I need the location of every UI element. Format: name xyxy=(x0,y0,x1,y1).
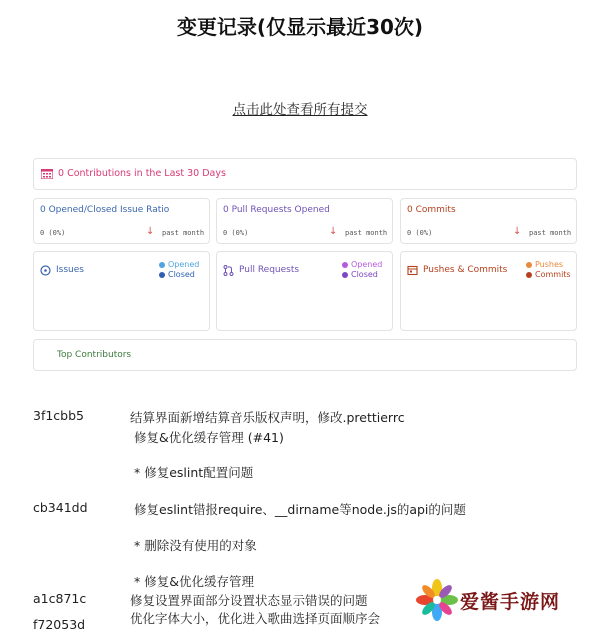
contributions-header xyxy=(33,158,577,190)
commit-message-line: 修复eslint错报require、__dirname等node.js的api的问题 xyxy=(134,502,466,517)
pull-requests-value: 0 (0%) xyxy=(223,229,249,237)
legend-opened: Opened xyxy=(351,260,383,269)
commit-message-line: 修复设置界面部分设置状态显示错误的问题 xyxy=(130,593,368,608)
view-all-commits-link[interactable]: 点击此处查看所有提交 xyxy=(232,102,368,118)
issue-ratio-title: 0 Opened/Closed Issue Ratio xyxy=(40,205,170,215)
legend-opened: Opened xyxy=(168,260,200,269)
pull-requests-title: 0 Pull Requests Opened xyxy=(223,205,330,215)
pull-requests-chart-card xyxy=(216,251,393,331)
commit-message-line: 结算界面新增结算音乐版权声明，修改.prettierrc xyxy=(130,410,405,425)
commits-card xyxy=(400,198,577,244)
legend-closed: Closed xyxy=(168,270,195,279)
pushes-commits-legend xyxy=(526,260,571,280)
issue-ratio-card xyxy=(33,198,210,244)
contributions-summary: 0 Contributions in the Last 30 Days xyxy=(58,168,226,179)
commit-message-line: * 修复eslint配置问题 xyxy=(134,465,254,480)
issue-ratio-period: past month xyxy=(162,229,205,237)
view-all-commits-link-wrapper xyxy=(0,98,600,118)
calendar-icon xyxy=(41,169,53,179)
down-arrow-icon: ↓ xyxy=(329,226,338,237)
commit-hash[interactable]: 3f1cbb5 xyxy=(33,408,85,423)
legend-dot xyxy=(159,262,165,268)
pull-requests-card xyxy=(216,198,393,244)
down-arrow-icon: ↓ xyxy=(513,226,522,237)
pull-requests-chart-title: Pull Requests xyxy=(239,265,300,275)
page-title: 变更记录(仅显示最近30次) xyxy=(176,15,424,39)
issues-legend xyxy=(159,260,199,280)
top-contributors-title: Top Contributors xyxy=(57,350,132,360)
pull-request-icon xyxy=(223,265,234,276)
pushes-commits-chart-card xyxy=(400,251,577,331)
legend-dot xyxy=(342,272,348,278)
commits-title: 0 Commits xyxy=(407,205,456,215)
legend-dot xyxy=(526,272,532,278)
site-watermark xyxy=(412,576,600,625)
commit-message-line: * 删除没有使用的对象 xyxy=(134,538,257,553)
commit-hash[interactable]: cb341dd xyxy=(33,500,88,515)
pushes-commits-title: Pushes & Commits xyxy=(423,265,508,275)
watermark-text: 爱酱手游网 xyxy=(460,591,561,613)
commits-period: past month xyxy=(529,229,572,237)
down-arrow-icon: ↓ xyxy=(146,226,155,237)
issues-title: Issues xyxy=(56,265,84,275)
pinwheel-logo-icon xyxy=(415,578,459,622)
commit-message-line: * 修复&优化缓存管理 xyxy=(134,574,254,589)
issue-ratio-value: 0 (0%) xyxy=(40,229,66,237)
legend-pushes: Pushes xyxy=(535,260,564,269)
commit-message-line: 优化字体大小，优化进入歌曲选择页面顺序会 xyxy=(130,611,381,626)
legend-closed: Closed xyxy=(351,270,378,279)
commits-value: 0 (0%) xyxy=(407,229,433,237)
legend-commits: Commits xyxy=(535,270,571,279)
top-contributors-panel xyxy=(33,339,577,371)
commit-message-line: 修复&优化缓存管理 (#41) xyxy=(134,430,284,445)
commit-hash[interactable]: a1c871c xyxy=(33,591,87,606)
issues-chart-card xyxy=(33,251,210,331)
pull-requests-period: past month xyxy=(345,229,388,237)
legend-dot xyxy=(526,262,532,268)
legend-dot xyxy=(159,272,165,278)
pull-requests-legend xyxy=(342,260,382,280)
issue-icon xyxy=(40,265,51,276)
legend-dot xyxy=(342,262,348,268)
commit-icon xyxy=(407,265,418,276)
commit-hash[interactable]: f72053d xyxy=(33,617,86,632)
